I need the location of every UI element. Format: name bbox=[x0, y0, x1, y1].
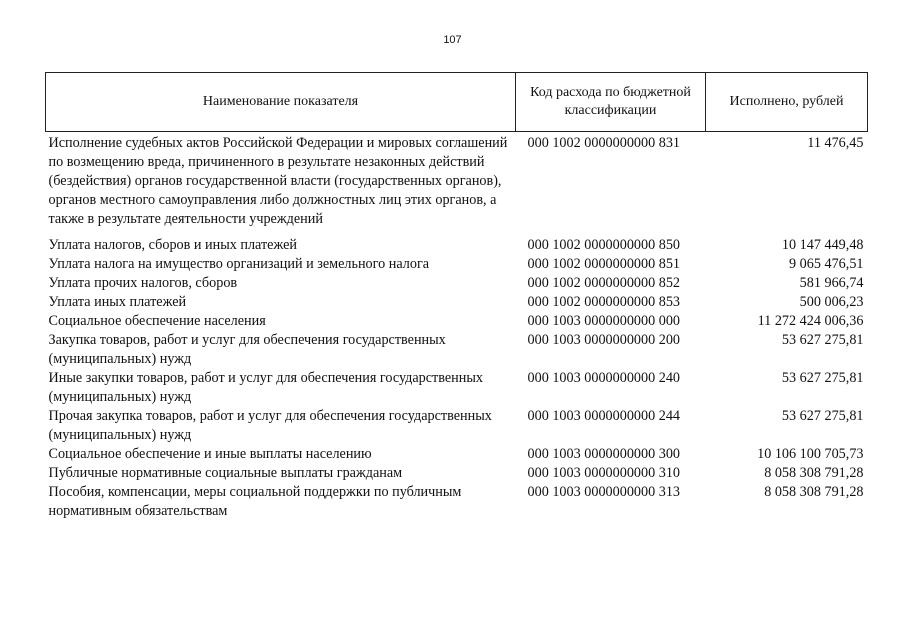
row-code: 000 1003 0000000000 244 bbox=[527, 408, 681, 424]
row-code: 000 1003 0000000000 313 bbox=[527, 484, 681, 500]
row-amount: 8 058 308 791,28 bbox=[764, 465, 864, 481]
row-name: Уплата прочих налогов, сборов bbox=[48, 275, 238, 291]
table-row bbox=[46, 407, 868, 445]
row-name: Социальное обеспечение населения bbox=[48, 313, 266, 329]
row-name: Закупка товаров, работ и услуг для обеспечения государственных (муниципальных) нужд bbox=[48, 332, 446, 367]
row-code: 000 1003 0000000000 000 bbox=[527, 313, 681, 329]
table-row bbox=[46, 464, 868, 483]
table-row bbox=[46, 312, 868, 331]
table-row bbox=[46, 236, 868, 255]
row-name: Иные закупки товаров, работ и услуг для обеспечения государственных (муниципальных) нужд bbox=[48, 370, 483, 405]
table-row bbox=[46, 255, 868, 274]
row-amount: 10 106 100 705,73 bbox=[757, 446, 864, 462]
row-amount: 11 272 424 006,36 bbox=[757, 313, 864, 329]
row-amount: 53 627 275,81 bbox=[781, 408, 864, 424]
row-amount: 10 147 449,48 bbox=[781, 237, 864, 253]
row-code: 000 1002 0000000000 853 bbox=[527, 294, 681, 310]
table-row bbox=[46, 445, 868, 464]
row-code: 000 1002 0000000000 851 bbox=[527, 256, 681, 272]
table-row bbox=[46, 331, 868, 369]
header-indicator-name: Наименование показателя bbox=[46, 73, 516, 132]
row-amount: 8 058 308 791,28 bbox=[764, 484, 864, 500]
table-body bbox=[46, 132, 868, 522]
row-name: Социальное обеспечение и иные выплаты населению bbox=[48, 446, 372, 462]
row-code: 000 1002 0000000000 831 bbox=[527, 135, 681, 151]
row-name: Уплата налога на имущество организаций и земельного налога bbox=[48, 256, 430, 272]
row-name: Уплата налогов, сборов и иных платежей bbox=[48, 237, 297, 253]
row-name: Прочая закупка товаров, работ и услуг для обеспечения государственных (муниципальных) нужд bbox=[48, 408, 492, 443]
row-code: 000 1003 0000000000 200 bbox=[527, 332, 681, 348]
page-number: 107 bbox=[443, 34, 462, 46]
row-amount: 53 627 275,81 bbox=[781, 370, 864, 386]
row-name: Пособия, компенсации, меры социальной поддержки по публичным нормативным обязательствам bbox=[48, 484, 462, 519]
table-row bbox=[46, 293, 868, 312]
row-code: 000 1003 0000000000 300 bbox=[527, 446, 681, 462]
header-row bbox=[46, 73, 868, 132]
row-amount: 500 006,23 bbox=[799, 294, 864, 310]
table-row bbox=[46, 132, 868, 237]
row-name: Исполнение судебных актов Российской Федерации и мировых соглашений по возмещению вреда, причиненного в результате незаконных действий (бездействия) органов государственной власти (государственных органов), органов местного самоуправления либо должностных лиц этих органов, а также в результате деятельности учреждений bbox=[48, 135, 508, 227]
row-amount: 581 966,74 bbox=[799, 275, 864, 291]
header-budget-code: Код расхода по бюджетной классификации bbox=[516, 73, 706, 132]
row-code: 000 1002 0000000000 852 bbox=[527, 275, 681, 291]
table-row bbox=[46, 274, 868, 293]
row-amount: 11 476,45 bbox=[807, 135, 864, 151]
row-amount: 53 627 275,81 bbox=[781, 332, 864, 348]
row-code: 000 1003 0000000000 240 bbox=[527, 370, 681, 386]
row-name: Уплата иных платежей bbox=[48, 294, 187, 310]
row-name: Публичные нормативные социальные выплаты гражданам bbox=[48, 465, 403, 481]
table-header bbox=[46, 73, 868, 132]
row-code: 000 1002 0000000000 850 bbox=[527, 237, 681, 253]
row-code: 000 1003 0000000000 310 bbox=[527, 465, 681, 481]
table-row bbox=[46, 483, 868, 521]
row-amount: 9 065 476,51 bbox=[789, 256, 864, 272]
table-row bbox=[46, 369, 868, 407]
budget-execution-table bbox=[45, 72, 868, 521]
header-executed-amount: Исполнено, рублей bbox=[706, 73, 868, 132]
